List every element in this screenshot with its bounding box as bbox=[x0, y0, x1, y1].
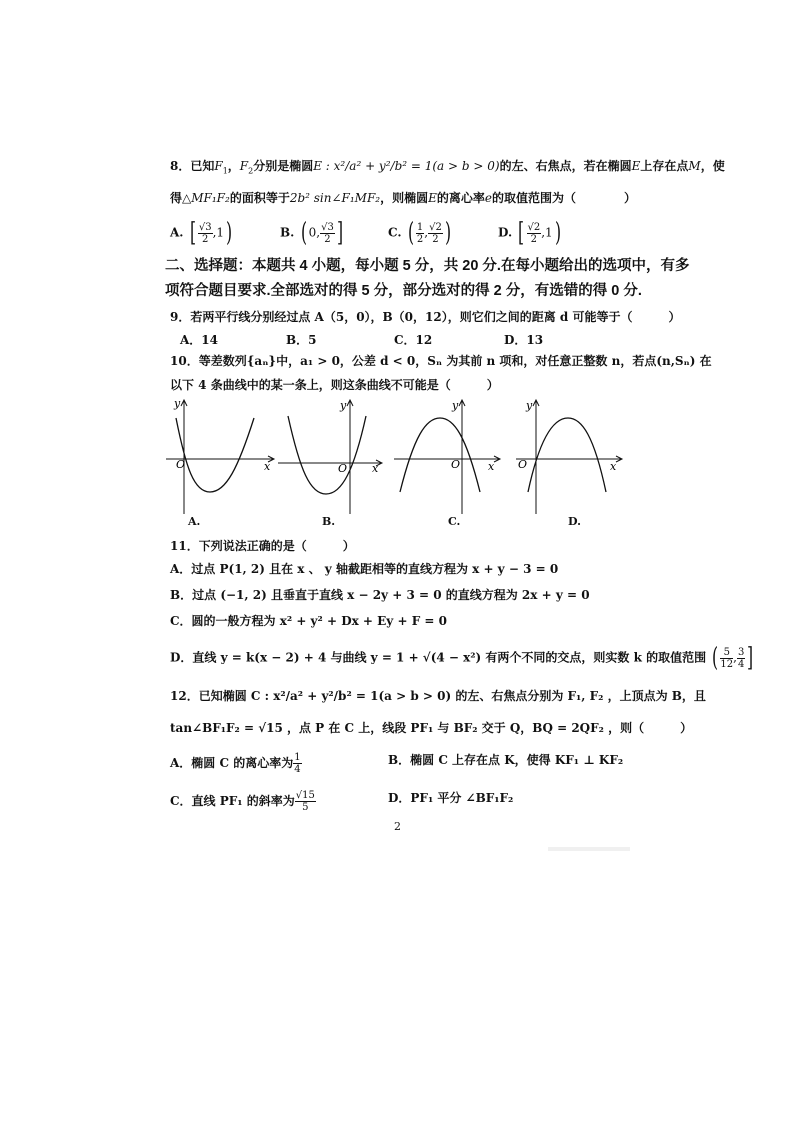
q8-text: 8．已知 bbox=[170, 159, 215, 173]
q8-f1: F bbox=[214, 159, 223, 173]
numerator: √3 bbox=[321, 221, 334, 233]
fraction bbox=[527, 222, 542, 245]
x-label: x bbox=[372, 462, 379, 475]
q9-option-d: D．13 bbox=[504, 333, 544, 347]
graph-d bbox=[514, 396, 626, 516]
q12-option-c bbox=[170, 790, 316, 813]
q9-option-c: C．12 bbox=[394, 333, 433, 347]
graph-a-label: A. bbox=[188, 515, 201, 528]
q12-line2: tan∠BF₁F₂ = √15 ，点 P 在 C 上，线段 PF₁ 与 BF₂ 交于 Q，BQ = 2QF₂ ，则（ ） bbox=[170, 721, 693, 735]
q8-option-b bbox=[280, 220, 345, 246]
q8-text-e: ，使 bbox=[700, 159, 725, 173]
option-label: B. bbox=[280, 225, 295, 240]
numerator: 1 bbox=[416, 221, 424, 233]
q8-sep: ， bbox=[227, 159, 240, 173]
q8-l2-b: 的面积等于 bbox=[229, 191, 290, 205]
q8-line1 bbox=[170, 158, 725, 179]
q9-option-a: A．14 bbox=[180, 333, 219, 347]
q8-area-expr: 2b² sin∠F₁MF₂ bbox=[289, 191, 381, 205]
numerator: 1 bbox=[294, 752, 301, 763]
q11-option-a: A．过点 P(1, 2) 且在 x 、 y 轴截距相等的直线方程为 x + y − 3 = 0 bbox=[170, 562, 559, 576]
q8-f2-sub: 2 bbox=[248, 166, 254, 176]
denominator: 2 bbox=[432, 233, 439, 245]
q10-line1: 10．等差数列{aₙ}中，a₁ > 0，公差 d < 0，Sₙ 为其前 n 项和，对任意正整数 n，若点(n,Sₙ) 在 bbox=[170, 354, 712, 368]
numerator: √2 bbox=[527, 221, 541, 233]
fraction bbox=[737, 647, 745, 670]
bracket: [ bbox=[518, 218, 525, 248]
q10-line2: 以下 4 条曲线中的某一条上，则这条曲线不可能是（ ） bbox=[170, 378, 499, 392]
fraction bbox=[198, 222, 213, 245]
q8-line2 bbox=[170, 190, 636, 206]
bracket: ( bbox=[300, 218, 307, 248]
x-label: x bbox=[488, 460, 495, 473]
denominator: 2 bbox=[530, 233, 538, 245]
fraction bbox=[428, 222, 443, 245]
curve-c bbox=[400, 418, 480, 492]
origin-label: O bbox=[176, 458, 186, 471]
q12-option-a bbox=[170, 752, 302, 775]
mid: , bbox=[424, 225, 429, 240]
denominator: 2 bbox=[324, 233, 331, 245]
bracket: ) bbox=[226, 218, 233, 248]
denominator: 4 bbox=[294, 764, 301, 775]
q12-option-d: D．PF₁ 平分 ∠BF₁F₂ bbox=[388, 791, 514, 805]
fraction bbox=[293, 752, 301, 775]
bracket: ( bbox=[712, 643, 719, 673]
bracket: ( bbox=[407, 218, 414, 248]
curve-d bbox=[528, 418, 606, 492]
numerator: 5 bbox=[720, 647, 733, 659]
origin-label: O bbox=[338, 462, 348, 475]
q11-option-d: D．直线 y = k(x − 2) + 4 与曲线 y = 1 + √(4 − x²) 有两个不同的交点，则实数 k 的取值范围 ( $\frac{5}{12}$ , $\frac{3}{4}$ ] bbox=[170, 643, 754, 673]
denominator: 2 bbox=[416, 233, 424, 245]
fraction bbox=[720, 647, 733, 670]
denominator: 2 bbox=[202, 233, 209, 245]
curve-a bbox=[176, 418, 254, 492]
bracket: [ bbox=[189, 218, 196, 248]
q12-line1: 12．已知椭圆 C : x²/a² + y²/b² = 1(a > b > 0) 的左、右焦点分别为 F₁, F₂ ，上顶点为 B，且 bbox=[170, 689, 706, 703]
q8-l2-a: 得 bbox=[170, 191, 183, 205]
q8-option-c bbox=[388, 220, 453, 246]
option-label: C. bbox=[388, 225, 402, 240]
q11-option-b: B．过点 (−1, 2) 且垂直于直线 x − 2y + 3 = 0 的直线方程为 2x + y = 0 bbox=[170, 588, 590, 602]
graph-c-label: C. bbox=[448, 515, 461, 528]
q12-c-text: C．直线 PF₁ 的斜率为 bbox=[170, 794, 295, 808]
numerator: √2 bbox=[429, 221, 442, 233]
q11-option-c: C．圆的一般方程为 x² + y² + Dx + Ey + F = 0 bbox=[170, 614, 447, 628]
scan-smudge bbox=[548, 847, 630, 851]
section-2-line2: 项符合题目要求.全部选对的得 5 分，部分选对的得 2 分，有选错的得 0 分. bbox=[165, 283, 642, 299]
section-2-line1: 二、选择题：本题共 4 小题，每小题 5 分，共 20 分.在每小题给出的选项中，有多 bbox=[165, 258, 690, 274]
denominator: 5 bbox=[302, 802, 309, 813]
bracket: ) bbox=[444, 218, 451, 248]
denominator: 4 bbox=[737, 658, 745, 670]
option-label: A. bbox=[170, 225, 184, 240]
graph-b bbox=[276, 396, 388, 516]
pre: 0, bbox=[308, 225, 321, 240]
page-number: 2 bbox=[394, 820, 401, 833]
y-label: y bbox=[526, 399, 533, 412]
graph-d-label: D. bbox=[568, 515, 581, 528]
q8-f1-sub: 1 bbox=[222, 166, 228, 176]
y-label: y bbox=[452, 399, 459, 412]
y-label: y bbox=[340, 399, 347, 412]
q11-d-text: D．直线 y = k(x − 2) + 4 与曲线 y = 1 + √(4 − x²) 有两个不同的交点，则实数 k 的取值范围 bbox=[170, 650, 707, 665]
graph-a bbox=[164, 396, 276, 516]
origin-label: O bbox=[518, 458, 528, 471]
x-label: x bbox=[610, 460, 617, 473]
curve-b bbox=[288, 416, 366, 494]
q8-e: E bbox=[631, 159, 641, 173]
fraction bbox=[295, 790, 316, 813]
graph-c bbox=[392, 396, 504, 516]
bracket: ] bbox=[747, 643, 754, 673]
q8-text-b: 分别是椭圆 bbox=[253, 159, 314, 173]
origin-label: O bbox=[451, 458, 461, 471]
fraction bbox=[416, 222, 424, 245]
bracket: ] bbox=[336, 218, 343, 248]
numerator: √3 bbox=[198, 221, 212, 233]
q8-option-a bbox=[170, 220, 234, 246]
q8-option-d bbox=[498, 220, 563, 246]
option-label: D. bbox=[498, 225, 513, 240]
q12-option-b: B．椭圆 C 上存在点 K，使得 KF₁ ⊥ KF₂ bbox=[388, 753, 624, 767]
fraction bbox=[320, 222, 335, 245]
q8-l2-e: E bbox=[428, 191, 437, 205]
q8-ellipse-eq: E : x²/a² + y²/b² = 1(a > b > 0) bbox=[313, 159, 500, 173]
q11-stem: 11．下列说法正确的是（ ） bbox=[170, 539, 355, 553]
q8-text-d: 上存在点 bbox=[640, 159, 689, 173]
numerator: 3 bbox=[737, 646, 745, 658]
y-label: y bbox=[174, 397, 181, 410]
denominator: 12 bbox=[720, 658, 734, 670]
q8-l2-f: 的取值范围为（ ） bbox=[492, 191, 637, 205]
q8-f2: F bbox=[239, 159, 249, 173]
q12-a-text: A．椭圆 C 的离心率为 bbox=[170, 756, 294, 770]
q9-option-b: B．5 bbox=[286, 333, 317, 347]
numerator: √15 bbox=[295, 790, 315, 801]
x-label: x bbox=[264, 460, 271, 473]
q8-text-c: 的左、右焦点，若在椭圆 bbox=[499, 159, 632, 173]
q8-m: M bbox=[688, 159, 701, 173]
graph-b-label: B. bbox=[322, 515, 336, 528]
q9-stem: 9．若两平行线分别经过点 A（5，0），B（0，12），则它们之间的距离 d 可能等于（ ） bbox=[170, 310, 681, 324]
q8-l2-c: ，则椭圆 bbox=[380, 191, 429, 205]
rest: ,1 bbox=[212, 225, 225, 240]
q8-triangle: △MF₁F₂ bbox=[182, 191, 230, 205]
rest: ,1 bbox=[541, 225, 553, 240]
q8-ecc-var: e bbox=[484, 191, 493, 205]
bracket: ) bbox=[554, 218, 561, 248]
q8-l2-d: 的离心率 bbox=[436, 191, 485, 205]
